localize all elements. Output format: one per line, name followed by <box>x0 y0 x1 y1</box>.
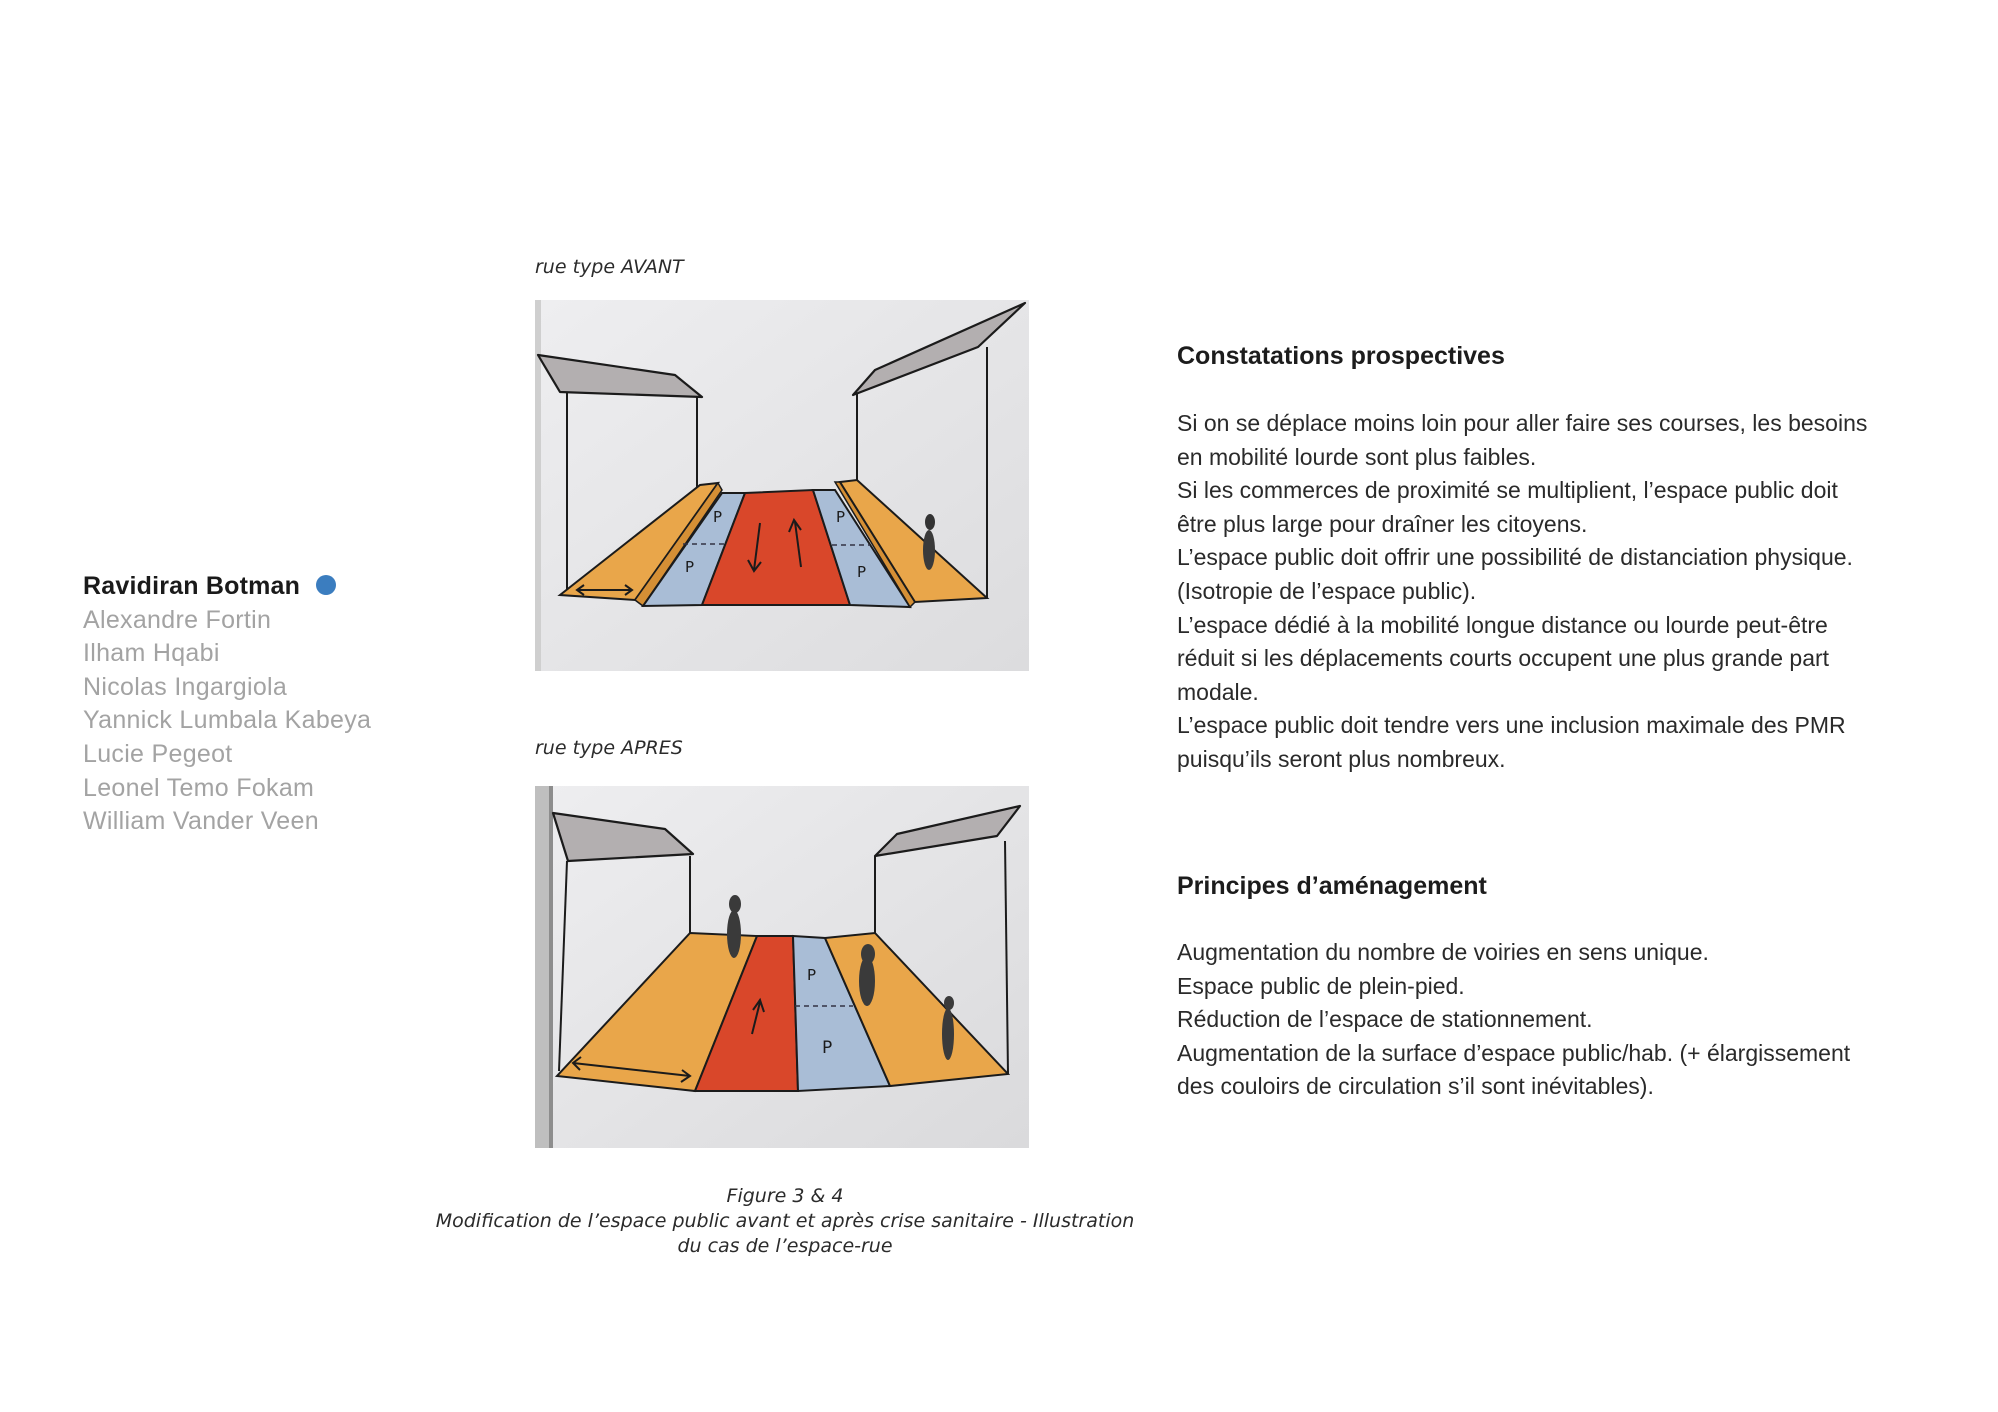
figure-after-label: rue type APRES <box>535 737 683 759</box>
text-line: modale. <box>1177 678 1259 705</box>
street-after-illustration <box>535 786 1029 1148</box>
figure-caption <box>420 1184 1150 1259</box>
figure-after-sketch <box>535 786 1029 1148</box>
text-line: Espace public de plein-pied. <box>1177 972 1465 999</box>
parking-mark: P <box>822 1038 833 1058</box>
figure-caption-line: Modification de l’espace public avant et après crise sanitaire - Illustration <box>435 1210 1135 1232</box>
text-line: être plus large pour draîner les citoyens. <box>1177 510 1588 537</box>
section-principes <box>1177 872 1947 1104</box>
text-line: Si les commerces de proximité se multiplient, l’espace public doit <box>1177 477 1838 504</box>
text-line: des couloirs de circulation s’il sont inévitables). <box>1177 1073 1654 1100</box>
author-lead-name: Ravidiran Botman <box>83 572 301 600</box>
pedestrian-icon <box>859 944 875 1006</box>
author-item: Nicolas Ingargiola <box>83 672 288 701</box>
author-item: Ilham Hqabi <box>83 639 220 668</box>
text-line: réduit si les déplacements courts occupent une plus grande part <box>1177 645 1830 672</box>
text-line: Augmentation de la surface d’espace public/hab. (+ élargissement <box>1177 1039 1851 1066</box>
section-body <box>1177 936 1947 1104</box>
text-line: L’espace dédié à la mobilité longue distance ou lourde peut-être <box>1177 611 1828 638</box>
section-heading: Constatations prospectives <box>1177 342 1505 370</box>
figure-caption-line: du cas de l’espace-rue <box>677 1235 893 1257</box>
text-line: L’espace public doit tendre vers une inclusion maximale des PMR <box>1177 712 1846 739</box>
author-list <box>83 570 371 839</box>
figure-caption-title: Figure 3 & 4 <box>726 1185 844 1207</box>
section-body <box>1177 407 1947 777</box>
figure-before-sketch <box>535 300 1029 671</box>
text-line: Augmentation du nombre de voiries en sens unique. <box>1177 939 1709 965</box>
text-line: Réduction de l’espace de stationnement. <box>1177 1006 1593 1033</box>
section-constatations <box>1177 342 1947 777</box>
parking-mark: P <box>685 558 695 576</box>
author-item: Yannick Lumbala Kabeya <box>83 706 372 735</box>
street-before-illustration <box>535 300 1029 671</box>
text-line: en mobilité lourde sont plus faibles. <box>1177 443 1537 470</box>
author-item: Lucie Pegeot <box>83 739 233 768</box>
current-author-marker-icon <box>316 575 336 595</box>
author-item: Leonel Temo Fokam <box>83 773 315 802</box>
parking-mark: P <box>807 966 817 984</box>
parking-mark: P <box>857 563 867 581</box>
author-item: Alexandre Fortin <box>83 605 272 634</box>
parking-mark: P <box>713 508 723 526</box>
section-heading: Principes d’aménagement <box>1177 872 1487 900</box>
author-item: William Vander Veen <box>83 807 319 836</box>
text-line: puisqu’ils seront plus nombreux. <box>1177 745 1506 772</box>
parking-mark: P <box>836 508 846 526</box>
figure-before-label: rue type AVANT <box>535 256 684 278</box>
text-line: (Isotropie de l’espace public). <box>1177 577 1477 604</box>
text-line: Si on se déplace moins loin pour aller faire ses courses, les besoins <box>1177 410 1868 436</box>
pedestrian-icon <box>727 895 741 958</box>
author-lead <box>83 570 371 604</box>
text-line: L’espace public doit offrir une possibilité de distanciation physique. <box>1177 544 1853 571</box>
